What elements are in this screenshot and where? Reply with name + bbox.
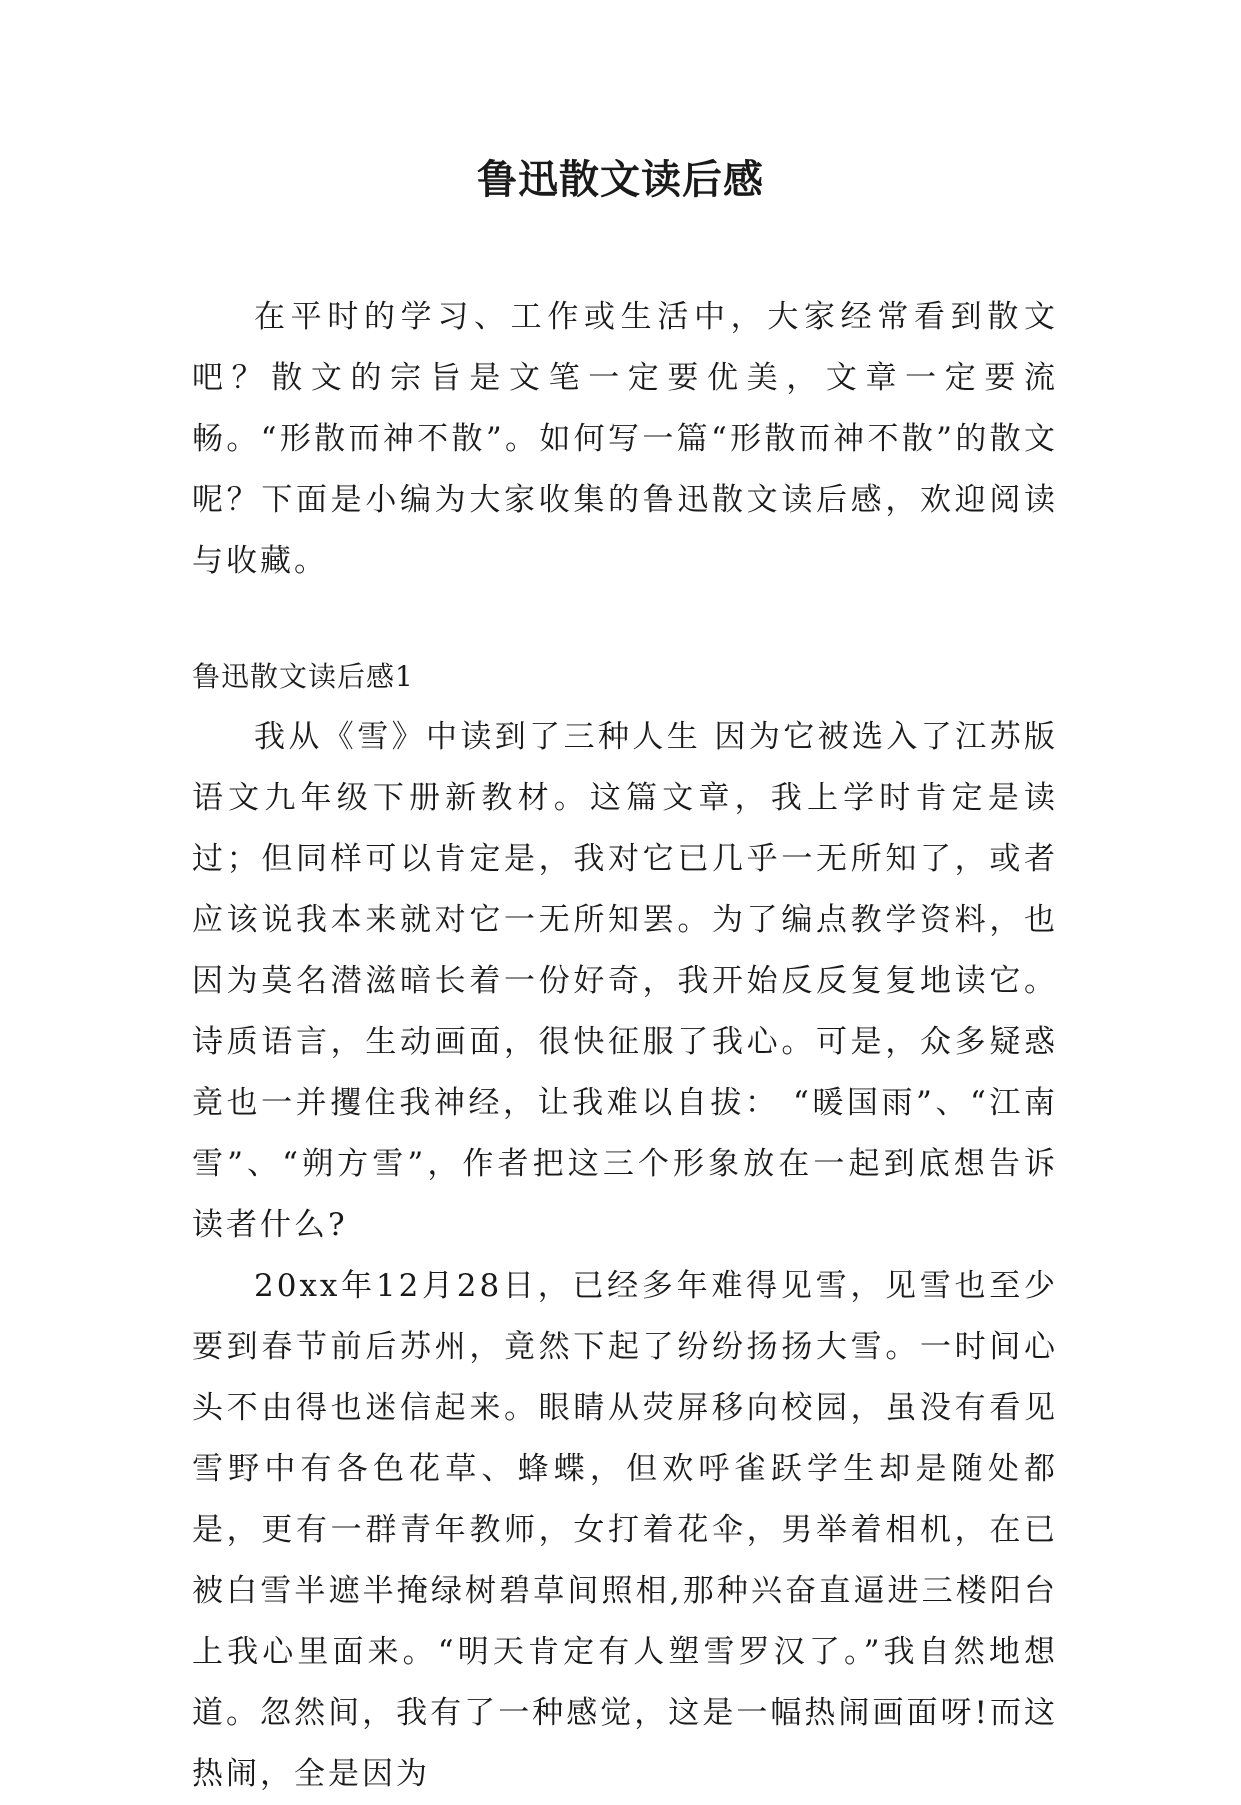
section-heading: 鲁迅散文读后感1 [192, 660, 414, 693]
document-body [192, 287, 1058, 1805]
body-paragraph: 20xx年12月28日，已经多年难得见雪，见雪也至少要到春节前后苏州，竟然下起了纷纷扬扬大雪。一时间心头不由得也迷信起来。眼睛从荧屏移向校园，虽没有看见雪野中有各色花草、蜂蝶，但欢呼雀跃学生却是随处都是，更有一群青年教师，女打着花伞，男举着相机，在已被白雪半遮半掩绿树碧草间照相,那种兴奋直逼进三楼阳台上我心里面来。“明天肯定有人塑雪罗汉了。”我自然地想道。忽然间，我有了一种感觉，这是一幅热闹画面呀!而这热闹，全是因为 [192, 1268, 1058, 1792]
document-title: 鲁迅散文读后感 [477, 156, 764, 203]
intro-paragraph: 在平时的学习、工作或生活中，大家经常看到散文吧？散文的宗旨是文笔一定要优美，文章一定要流畅。“形散而神不散”。如何写一篇“形散而神不散”的散文呢？下面是小编为大家收集的鲁迅散文读后感，欢迎阅读与收藏。 [192, 299, 1058, 579]
body-paragraph: 我从《雪》中读到了三种人生 因为它被选入了江苏版语文九年级下册新教材。这篇文章，我上学时肯定是读过；但同样可以肯定是，我对它已几乎一无所知了，或者应该说我本来就对它一无所知罢。为了编点教学资料，也因为莫名潜滋暗长着一份好奇，我开始反反复复地读它。诗质语言，生动画面，很快征服了我心。可是，众多疑惑竟也一并攫住我神经，让我难以自拔： “暖国雨”、“江南雪”、“朔方雪”，作者把这三个形象放在一起到底想告诉读者什么? [192, 719, 1058, 1243]
